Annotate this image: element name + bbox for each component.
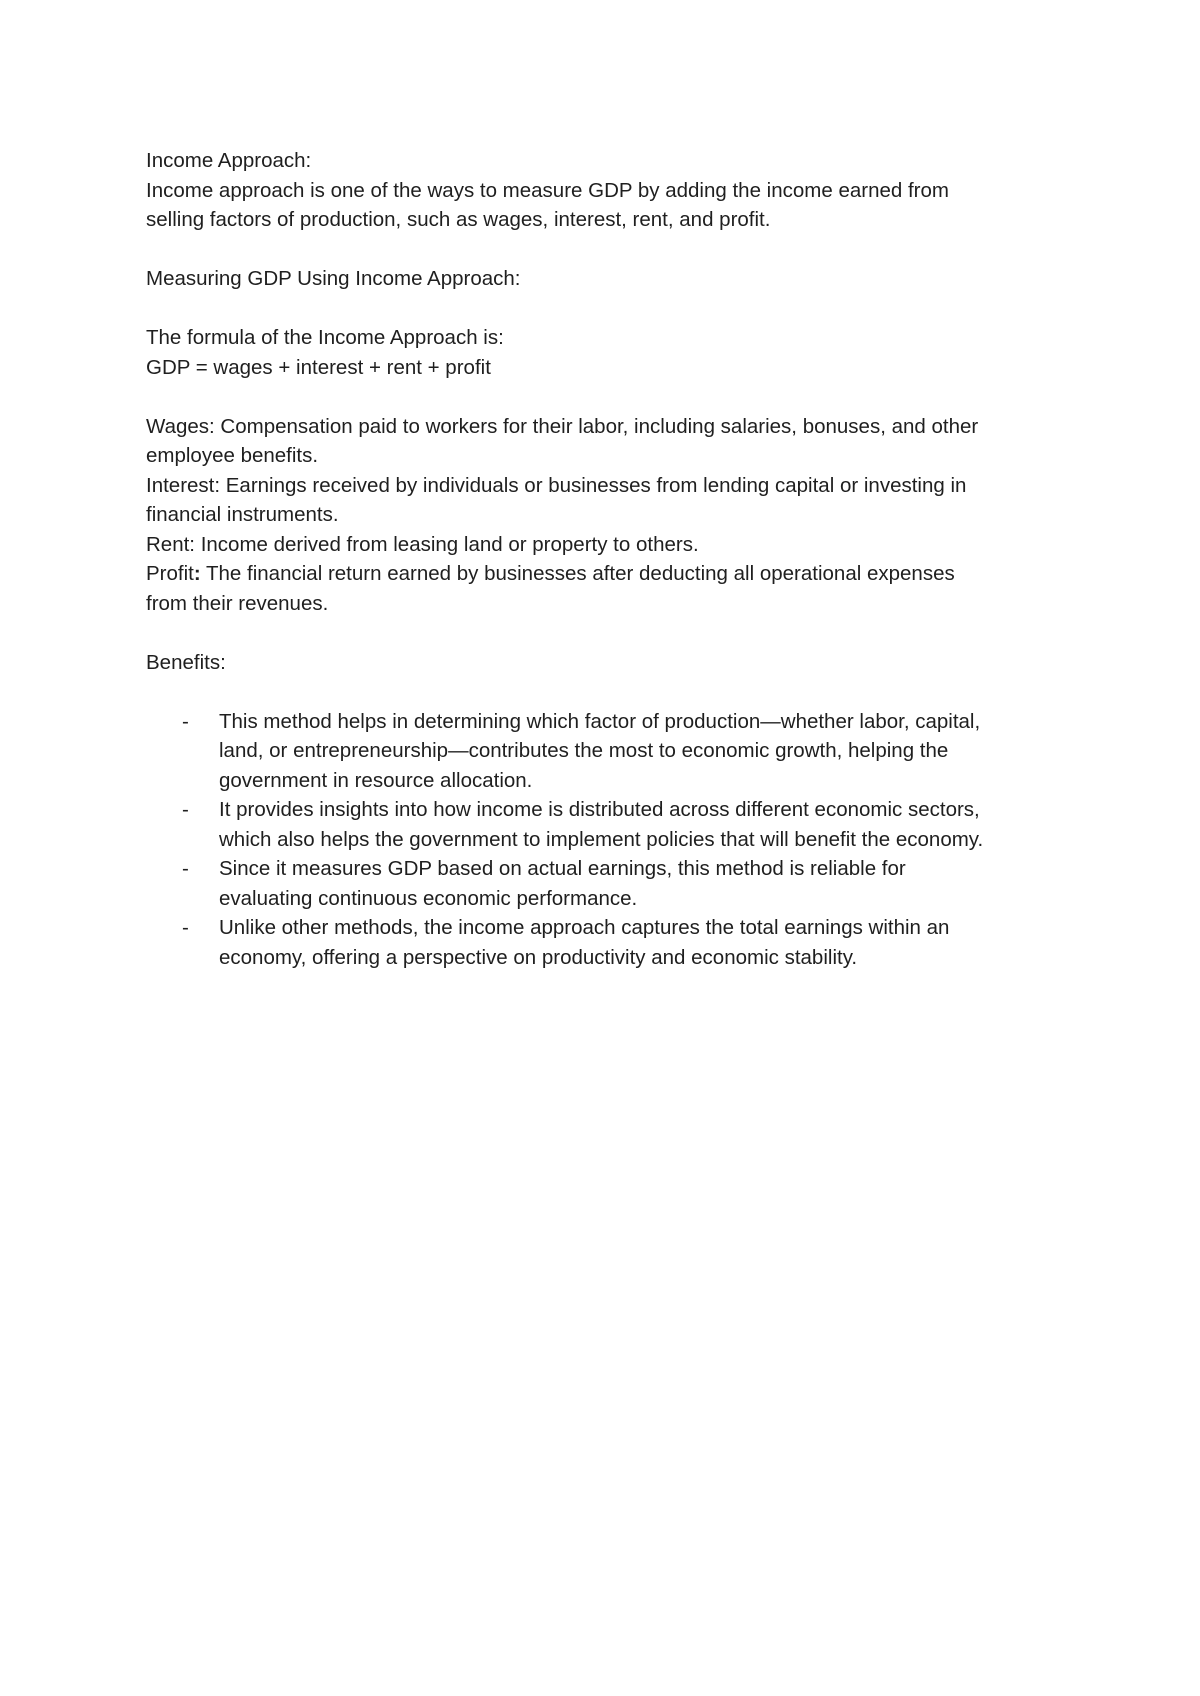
list-item (146, 795, 1076, 854)
definition-interest-line-2: financial instruments. (146, 503, 339, 526)
profit-colon: : (193, 562, 201, 585)
definition-rent: Rent: Income derived from leasing land or property to others. (146, 532, 699, 556)
benefits-list (146, 707, 1076, 973)
blank-line (146, 382, 1076, 412)
section-heading-benefits: Benefits: (146, 650, 226, 674)
list-item-line: It provides insights into how income is distributed across different economic sectors, (219, 798, 980, 821)
blank-line (146, 618, 1076, 648)
list-item-line: Since it measures GDP based on actual earnings, this method is reliable for (219, 857, 906, 880)
definitions (146, 412, 1076, 619)
list-item-line: This method helps in determining which factor of production—whether labor, capital, (219, 709, 981, 733)
intro-text-line-1: Income approach is one of the ways to measure GDP by adding the income earned from (146, 178, 949, 202)
section-heading-measuring-gdp: Measuring GDP Using Income Approach: (146, 267, 521, 290)
definition-wages-line-2: employee benefits. (146, 444, 319, 467)
list-item (146, 707, 1076, 796)
list-item (146, 854, 1076, 913)
profit-description: The financial return earned by businesses after deducting all operational expenses (200, 562, 955, 585)
list-item-line: government in resource allocation. (219, 768, 533, 792)
formula: GDP = wages + interest + rent + profit (146, 355, 491, 379)
definition-interest-line-1: Interest: Earnings received by individuals or businesses from lending capital or investing in (146, 473, 967, 497)
bullet-dash: - (182, 857, 189, 880)
bullet-dash: - (182, 916, 189, 939)
list-item-line: evaluating continuous economic performance. (219, 886, 638, 910)
document-body (146, 146, 1076, 972)
definition-profit-line-1 (146, 559, 1076, 589)
list-item-line: land, or entrepreneurship—contributes the most to economic growth, helping the (219, 739, 949, 762)
formula-intro: The formula of the Income Approach is: (146, 326, 504, 349)
section-heading-income-approach: Income Approach: (146, 149, 312, 172)
bullet-dash: - (182, 798, 189, 821)
profit-term: Profit (146, 562, 194, 585)
blank-line (146, 294, 1076, 324)
list-item-line: economy, offering a perspective on productivity and economic stability. (219, 945, 858, 969)
blank-line (146, 235, 1076, 265)
blank-line (146, 677, 1076, 707)
list-item (146, 913, 1076, 972)
definition-wages-line-1: Wages: Compensation paid to workers for their labor, including salaries, bonuses, and other (146, 414, 979, 438)
intro-text-line-2: selling factors of production, such as wages, interest, rent, and profit. (146, 208, 771, 231)
definition-profit-line-2: from their revenues. (146, 591, 329, 615)
bullet-dash: - (182, 709, 189, 733)
list-item-line: which also helps the government to implement policies that will benefit the economy. (219, 827, 984, 851)
list-item-line: Unlike other methods, the income approach captures the total earnings within an (219, 916, 950, 939)
